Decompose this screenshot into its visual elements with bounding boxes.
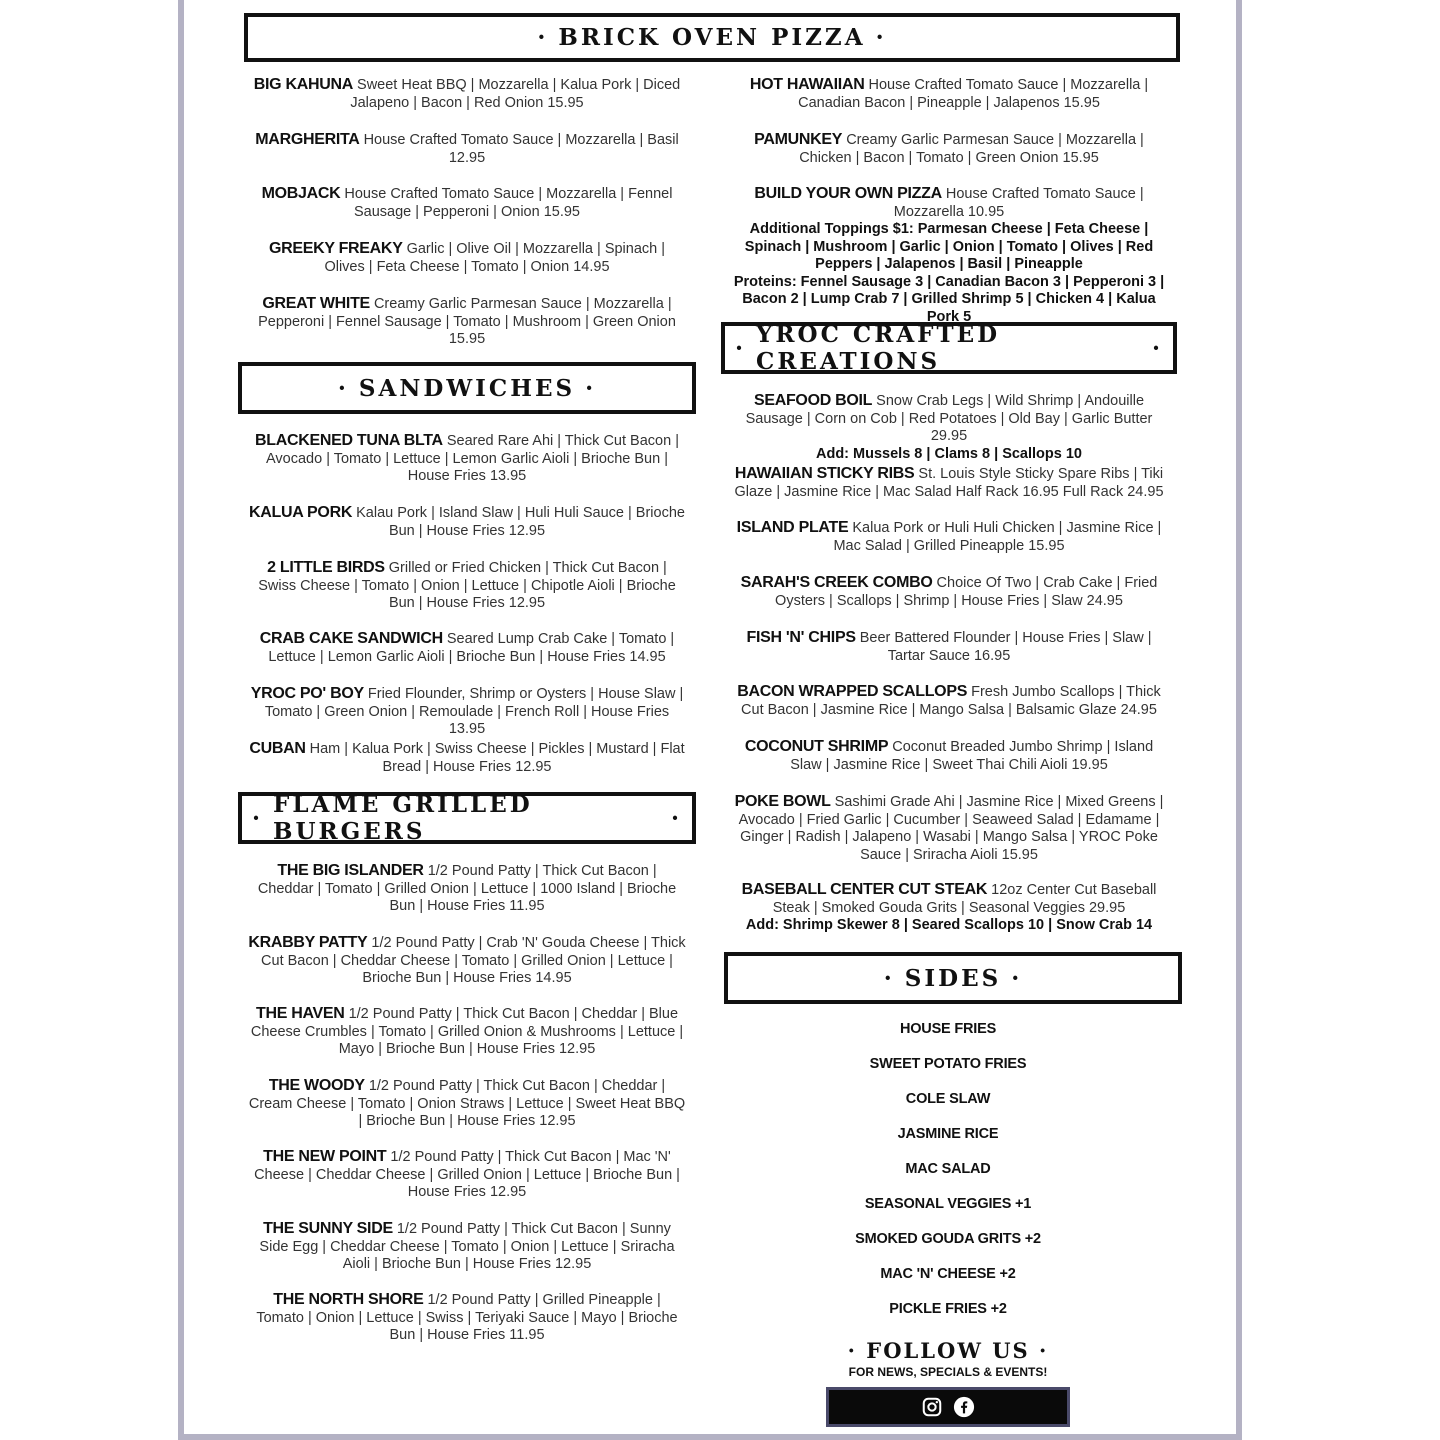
menu-item: BIG KAHUNA Sweet Heat BBQ | Mozzarella | Kalua Pork | Diced Jalapeno | Bacon | Red Onion 15.95 [253, 76, 681, 111]
burgers-list [238, 862, 696, 1345]
menu-item: THE NEW POINT 1/2 Pound Patty | Thick Cut Bacon | Mac 'N' Cheese | Cheddar Cheese | Grilled Onion | Lettuce | Brioche Bun | House Fries 12.95 [254, 1148, 680, 1200]
creations-list [718, 392, 1180, 935]
menu-item: POKE BOWL Sashimi Grade Ahi | Jasmine Rice | Mixed Greens | Avocado | Fried Garlic | Cucumber | Seaweed Salad | Edamame | Ginger | Radish | Jalapeno | Wasabi | Mango Salsa | YROC Poke Sauce | Sriracha Aioli 15.95 [734, 793, 1164, 863]
follow-us-block [724, 1338, 1172, 1427]
menu-item: THE SUNNY SIDE 1/2 Pound Patty | Thick Cut Bacon | Sunny Side Egg | Cheddar Cheese | Tomato | Onion | Lettuce | Sriracha Aioli | Brioche Bun | House Fries 12.95 [259, 1220, 675, 1272]
side-item: HOUSE FRIES [899, 1021, 997, 1037]
instagram-icon[interactable] [921, 1396, 943, 1418]
menu-item: THE BIG ISLANDER 1/2 Pound Patty | Thick Cut Bacon | Cheddar | Tomato | Grilled Onion | Lettuce | 1000 Island | Brioche Bun | House Fries 11.95 [257, 862, 677, 914]
menu-item: MOBJACK House Crafted Tomato Sauce | Mozzarella | Fennel Sausage | Pepperoni | Onion 15.95 [261, 185, 673, 220]
menu-item: SEAFOOD BOIL Snow Crab Legs | Wild Shrimp | Andouille Sausage | Corn on Cob | Red Potatoes | Old Bay | Garlic Butter 29.95 Add: Mussels 8 | Clams 8 | Scallops 10 [718, 392, 1180, 465]
side-item: JASMINE RICE [897, 1126, 999, 1142]
sandwiches-list [238, 432, 696, 776]
section-title: YROC CRAFTED CREATIONS [756, 321, 1001, 375]
side-item: SMOKED GOUDA GRITS +2 [855, 1231, 1041, 1247]
menu-item: HAWAIIAN STICKY RIBS St. Louis Style Sticky Spare Ribs | Tiki Glaze | Jasmine Rice | Mac Salad Half Rack 16.95 Full Rack 24.95 [734, 465, 1164, 500]
menu-item: THE NORTH SHORE 1/2 Pound Patty | Grilled Pineapple | Tomato | Onion | Lettuce | Swiss | Teriyaki Sauce | Mayo | Brioche Bun | House Fries 11.95 [256, 1291, 678, 1343]
menu-item: 2 LITTLE BIRDS Grilled or Fried Chicken | Thick Cut Bacon | Swiss Cheese | Tomato | Onion | Lettuce | Chipotle Aioli | Brioche Bun | House Fries 12.95 [258, 559, 676, 611]
menu-item: HOT HAWAIIAN House Crafted Tomato Sauce | Mozzarella | Canadian Bacon | Pineapple | Jalapenos 15.95 [749, 76, 1149, 111]
pizza-proteins: Proteins: Fennel Sausage 3 | Canadian Bacon 3 | Pepperoni 3 | Bacon 2 | Lump Crab 7 | Grilled Shrimp 5 | Chicken 4 | Kalua Pork 5 [733, 273, 1165, 325]
menu-item: THE HAVEN 1/2 Pound Patty | Thick Cut Bacon | Cheddar | Blue Cheese Crumbles | Tomato | Grilled Onion & Mushrooms | Lettuce | Mayo | Brioche Bun | House Fries 12.95 [250, 1005, 684, 1057]
menu-item: CUBAN Ham | Kalua Pork | Swiss Cheese | Pickles | Mustard | Flat Bread | House Fries 12.95 [249, 740, 685, 775]
section-header-burgers: · FLAME GRILLED BURGERS · [238, 792, 696, 844]
menu-item: ISLAND PLATE Kalua Pork or Huli Huli Chicken | Jasmine Rice | Mac Salad | Grilled Pineapple 15.95 [736, 519, 1162, 554]
sides-list [724, 1012, 1172, 1327]
side-item: COLE SLAW [905, 1091, 991, 1107]
pizza-toppings: Additional Toppings $1: Parmesan Cheese | Feta Cheese | Spinach | Mushroom | Garlic | Onion | Tomato | Olives | Red Peppers | Jalapenos | Basil | Pineapple [744, 221, 1154, 272]
menu-item: CRAB CAKE SANDWICH Seared Lump Crab Cake | Tomato | Lettuce | Lemon Garlic Aioli | Brioche Bun | House Fries 14.95 [259, 630, 675, 665]
pizza-list-right [718, 76, 1180, 326]
page-frame-bottom [178, 1434, 1242, 1440]
section-title: FLAME GRILLED BURGERS [273, 791, 533, 845]
menu-item: FISH 'N' CHIPS Beer Battered Flounder | House Fries | Slaw | Tartar Sauce 16.95 [746, 629, 1152, 664]
side-item: MAC 'N' CHEESE +2 [880, 1266, 1016, 1282]
pizza-list-left [238, 76, 696, 349]
section-title: SANDWICHES [358, 374, 576, 402]
menu-item: MARGHERITA House Crafted Tomato Sauce | Mozzarella | Basil 12.95 [255, 131, 679, 166]
menu-item: YROC PO' BOY Fried Flounder, Shrimp or Oysters | House Slaw | Tomato | Green Onion | Remoulade | French Roll | House Fries 13.95 [250, 685, 684, 737]
section-header-sides: · SIDES · [724, 952, 1182, 1004]
side-item: SWEET POTATO FRIES [869, 1056, 1027, 1072]
menu-item: KRABBY PATTY 1/2 Pound Patty | Crab 'N' Gouda Cheese | Thick Cut Bacon | Cheddar Cheese | Tomato | Grilled Onion | Lettuce | Brioche Bun | House Fries 14.95 [248, 934, 686, 986]
page-frame-right [1236, 0, 1242, 1440]
menu-item: GREEKY FREAKY Garlic | Olive Oil | Mozzarella | Spinach | Olives | Feta Cheese | Tomato | Onion 14.95 [268, 240, 666, 275]
side-item: SEASONAL VEGGIES +1 [864, 1196, 1032, 1212]
menu-item: PAMUNKEY Creamy Garlic Parmesan Sauce | Mozzarella | Chicken | Bacon | Tomato | Green Onion 15.95 [754, 131, 1144, 166]
menu-item: SARAH'S CREEK COMBO Choice Of Two | Crab Cake | Fried Oysters | Scallops | Shrimp | House Fries | Slaw 24.95 [740, 574, 1158, 609]
section-header-sandwiches: · SANDWICHES · [238, 362, 696, 414]
follow-subtitle: FOR NEWS, SPECIALS & EVENTS! [848, 1365, 1048, 1379]
menu-item: BASEBALL CENTER CUT STEAK 12oz Center Cut Baseball Steak | Smoked Gouda Grits | Seasonal Veggies 29.95 Add: Shrimp Skewer 8 | Seared Scallops 10 | Snow Crab 14 [718, 881, 1180, 935]
section-title: BRICK OVEN PIZZA [558, 24, 866, 51]
menu-item: BACON WRAPPED SCALLOPS Fresh Jumbo Scallops | Thick Cut Bacon | Jasmine Rice | Mango Salsa | Balsamic Glaze 24.95 [737, 683, 1161, 718]
menu-item: BUILD YOUR OWN PIZZA House Crafted Tomato Sauce | Mozzarella 10.95 Additional Toppings $1: Parmesan Cheese | Feta Cheese | Spinach | Mushroom | Garlic | Onion | Tomato | Olives | Red Peppers | Jalapenos | Basil | Pineapple Proteins: Fennel Sausage 3 | Canadian Bacon 3 | Pepperoni 3 | Bacon 2 | Lump Crab 7 | Grilled Shrimp 5 | Chicken 4 | Kalua Pork 5 [718, 185, 1180, 326]
follow-title: · FOLLOW US · [847, 1338, 1049, 1363]
menu-item: THE WOODY 1/2 Pound Patty | Thick Cut Bacon | Cheddar | Cream Cheese | Tomato | Onion Straws | Lettuce | Sweet Heat BBQ | Brioche Bun | House Fries 12.95 [248, 1077, 686, 1129]
menu-item: KALUA PORK Kalau Pork | Island Slaw | Huli Huli Sauce | Brioche Bun | House Fries 12.95 [249, 504, 685, 539]
facebook-icon[interactable] [953, 1396, 975, 1418]
section-header-pizza: · BRICK OVEN PIZZA · [244, 13, 1180, 62]
menu-item: BLACKENED TUNA BLTA Seared Rare Ahi | Thick Cut Bacon | Avocado | Tomato | Lettuce | Lemon Garlic Aioli | Brioche Bun | House Fries 13.95 [255, 432, 679, 484]
add-ons: Add: Shrimp Skewer 8 | Seared Scallops 10 | Snow Crab 14 [745, 917, 1153, 933]
side-item: PICKLE FRIES +2 [889, 1301, 1007, 1317]
social-bar [826, 1387, 1070, 1427]
section-header-creations: · YROC CRAFTED CREATIONS · [721, 322, 1177, 374]
add-ons: Add: Mussels 8 | Clams 8 | Scallops 10 [816, 445, 1082, 462]
section-title: SIDES [904, 964, 1002, 992]
page-frame-left [178, 0, 184, 1440]
menu-item: GREAT WHITE Creamy Garlic Parmesan Sauce | Mozzarella | Pepperoni | Fennel Sausage | Tomato | Mushroom | Green Onion 15.95 [258, 295, 676, 347]
menu-item: COCONUT SHRIMP Coconut Breaded Jumbo Shrimp | Island Slaw | Jasmine Rice | Sweet Thai Chili Aioli 19.95 [744, 738, 1154, 773]
side-item: MAC SALAD [905, 1161, 991, 1177]
